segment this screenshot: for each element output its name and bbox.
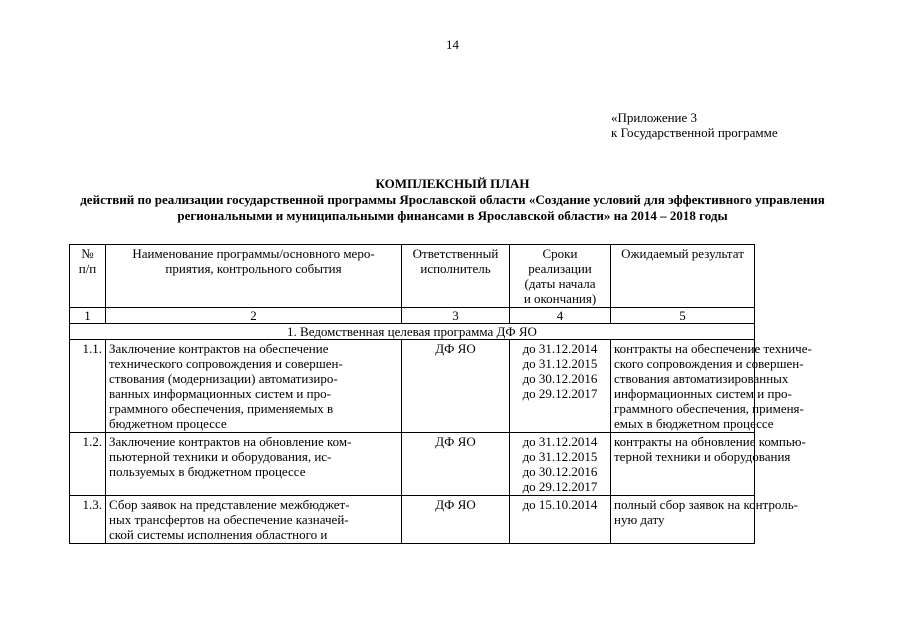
text-line: Наименование программы/основного меро-: [132, 246, 375, 261]
appendix-line-2: к Государственной программе: [611, 125, 778, 140]
row-expected-result: [611, 496, 798, 544]
column-index: 4: [510, 308, 611, 324]
row-dates: [510, 496, 611, 544]
text-line: контракты на обновление компью-: [614, 434, 806, 449]
column-index: 3: [402, 308, 510, 324]
text-line: до 31.12.2015: [522, 449, 598, 464]
header-name: [106, 245, 402, 308]
text-line: ского сопровождения и совершен-: [614, 356, 804, 371]
text-line: ствования (модернизации) автоматизиро-: [109, 371, 338, 386]
section-row: [70, 324, 755, 340]
text-line: исполнитель: [420, 261, 491, 276]
row-activity-name: [106, 496, 402, 544]
text-line: пользуемых в бюджетном процессе: [109, 464, 306, 479]
header-dates: [510, 245, 611, 308]
text-line: контракты на обеспечение техниче-: [614, 341, 812, 356]
text-line: и окончания): [523, 291, 597, 306]
text-line: емых в бюджетном процессе: [614, 416, 774, 431]
row-activity-name: [106, 433, 402, 496]
table-row: [70, 496, 755, 544]
text-line: до 31.12.2014: [522, 434, 598, 449]
row-number: 1.1.: [70, 340, 106, 433]
text-line: ствования автоматизированных: [614, 371, 789, 386]
header-num: [70, 245, 106, 308]
document-subtitle: действий по реализации государственной программы Ярославской области «Создание условий для эффективного управления региональными и муниципальными финансами в Ярославской области» на 2014 – 2018 годы: [80, 192, 825, 223]
text-line: приятия, контрольного события: [165, 261, 342, 276]
text-line: Заключение контрактов на обновление ком-: [109, 434, 352, 449]
row-responsible: ДФ ЯО: [402, 496, 510, 544]
plan-table: [69, 244, 812, 544]
row-number: 1.3.: [70, 496, 106, 544]
text-line: Сроки: [542, 246, 578, 261]
appendix-note: [611, 110, 778, 140]
column-index: 5: [611, 308, 755, 324]
text-line: до 29.12.2017: [522, 479, 598, 494]
row-expected-result: [611, 340, 812, 433]
column-index: 2: [106, 308, 402, 324]
text-line: Ожидаемый результат: [621, 246, 744, 261]
header-responsible: [402, 245, 510, 308]
text-line: ных трансфертов на обеспечение казначей-: [109, 512, 349, 527]
row-responsible: ДФ ЯО: [402, 340, 510, 433]
text-line: технического сопровождения и совершен-: [109, 356, 343, 371]
text-line: Заключение контрактов на обеспечение: [109, 341, 329, 356]
row-number: 1.2.: [70, 433, 106, 496]
table-row: [70, 433, 755, 496]
text-line: информационных систем и про-: [614, 386, 792, 401]
text-line: до 30.12.2016: [522, 464, 598, 479]
column-index-row: [70, 308, 755, 324]
text-line: пьютерной техники и оборудования, ис-: [109, 449, 332, 464]
column-index: 1: [70, 308, 106, 324]
text-line: до 30.12.2016: [522, 371, 598, 386]
appendix-line-1: «Приложение 3: [611, 110, 698, 125]
text-line: до 15.10.2014: [522, 497, 598, 512]
text-line: ской системы исполнения областного и: [109, 527, 328, 542]
text-line: бюджетном процессе: [109, 416, 227, 431]
table-body: [70, 308, 812, 544]
text-line: Ответственный: [412, 246, 499, 261]
row-expected-result: [611, 433, 806, 496]
section-title: 1. Ведомственная целевая программа ДФ ЯО: [70, 324, 755, 340]
document-title: КОМПЛЕКСНЫЙ ПЛАН: [375, 176, 530, 191]
row-dates: [510, 340, 611, 433]
text-line: граммного обеспечения, применяемых в: [109, 401, 334, 416]
table-row: [70, 340, 755, 433]
text-line: ную дату: [614, 512, 665, 527]
text-line: п/п: [78, 261, 97, 276]
text-line: (даты начала: [524, 276, 596, 291]
header-result: [611, 245, 755, 308]
text-line: реализации: [528, 261, 592, 276]
text-line: №: [81, 246, 94, 261]
row-activity-name: [106, 340, 402, 433]
text-line: ванных информационных систем и про-: [109, 386, 331, 401]
text-line: до 31.12.2014: [522, 341, 598, 356]
text-line: терной техники и оборудования: [614, 449, 791, 464]
text-line: граммного обеспечения, применя-: [614, 401, 804, 416]
page-number: 14: [446, 37, 459, 52]
text-line: до 31.12.2015: [522, 356, 598, 371]
text-line: полный сбор заявок на контроль-: [614, 497, 798, 512]
row-responsible: ДФ ЯО: [402, 433, 510, 496]
table-header-row: [70, 245, 755, 308]
text-line: Сбор заявок на представление межбюджет-: [109, 497, 350, 512]
row-dates: [510, 433, 611, 496]
text-line: до 29.12.2017: [522, 386, 598, 401]
